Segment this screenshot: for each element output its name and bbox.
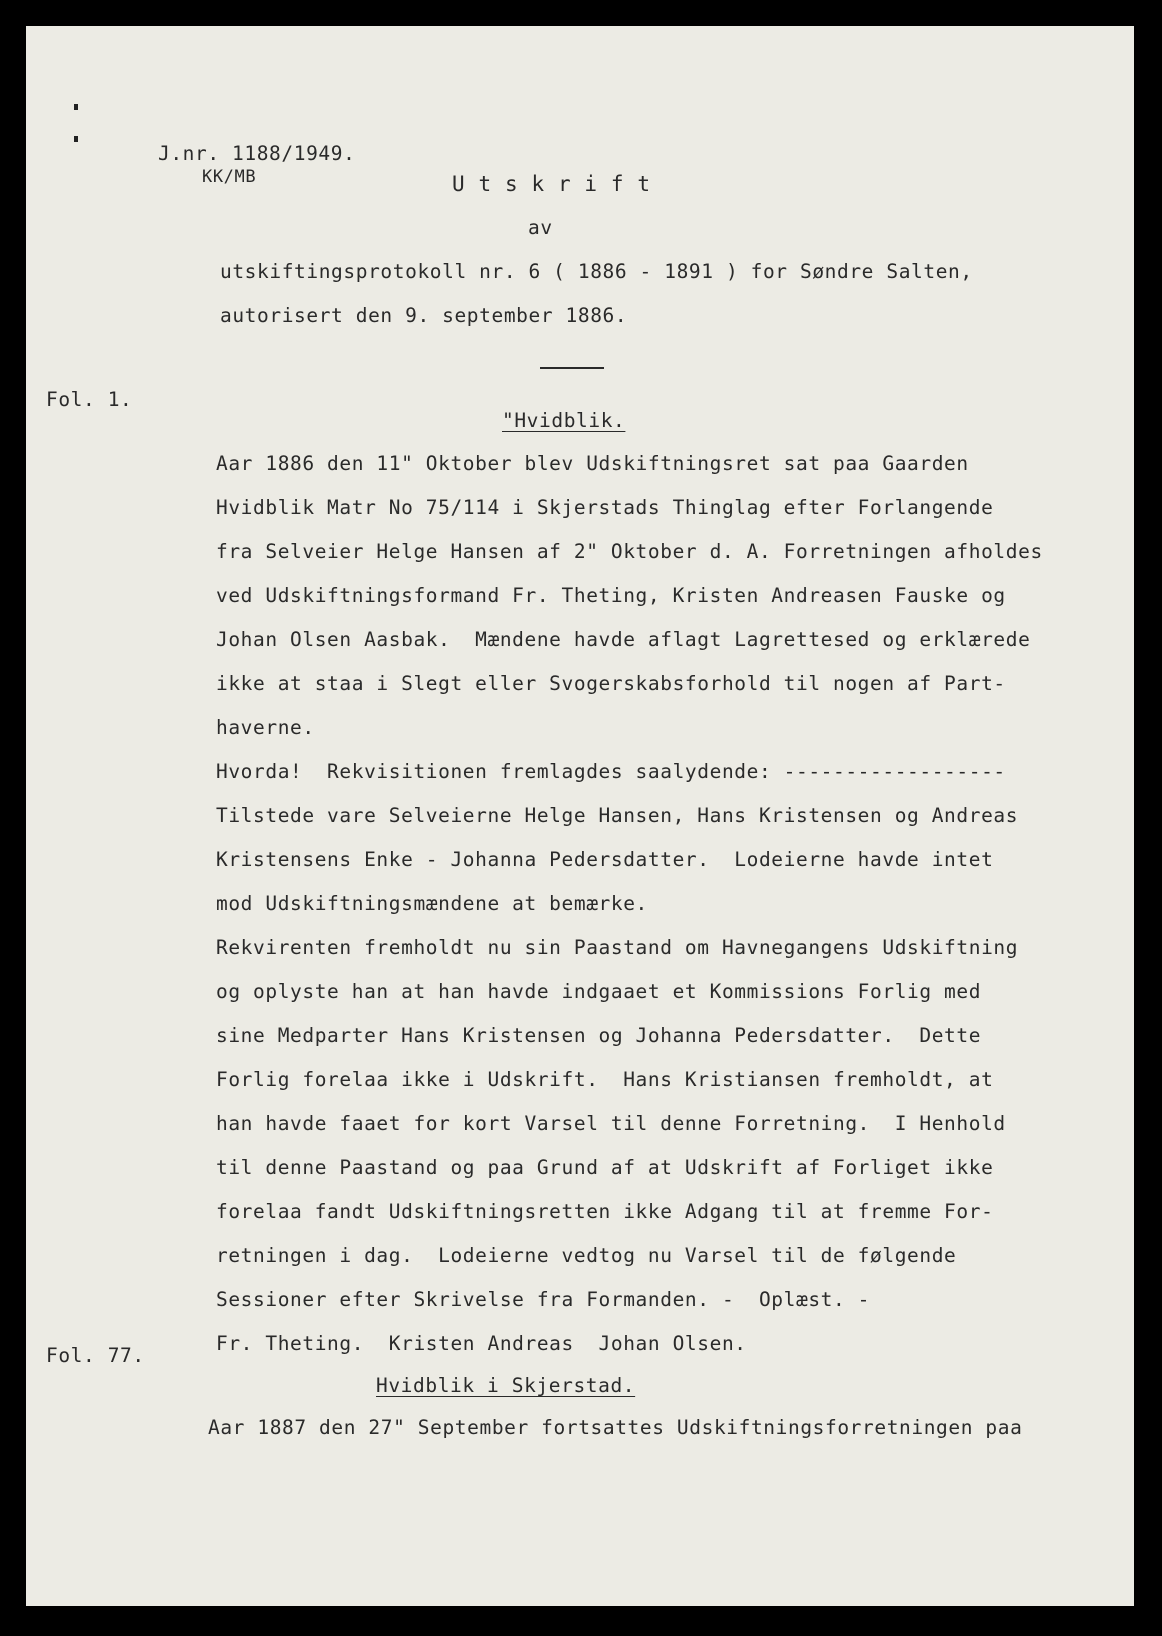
punch-mark xyxy=(74,136,78,142)
body-line: retningen i dag. Lodeierne vedtog nu Varsel til de følgende xyxy=(216,1244,957,1267)
body-line: fra Selveier Helge Hansen af 2" Oktober d. A. Forretningen afholdes xyxy=(216,540,1043,563)
body-line: Kristensens Enke - Johanna Pedersdatter. Lodeierne havde intet xyxy=(216,848,994,871)
body-line: forelaa fandt Udskiftningsretten ikke Adgang til at fremme For- xyxy=(216,1200,994,1223)
title-av: av xyxy=(528,216,553,239)
subtitle-line-1: utskiftingsprotokoll nr. 6 ( 1886 - 1891 ) for Søndre Salten, xyxy=(220,260,973,283)
signature-line: Fr. Theting. Kristen Andreas Johan Olsen. xyxy=(216,1332,747,1355)
body-line: sine Medparter Hans Kristensen og Johanna Pedersdatter. Dette xyxy=(216,1024,982,1047)
punch-mark xyxy=(74,104,78,110)
body-line: Aar 1887 den 27" September fortsattes Udskiftningsforretningen paa xyxy=(208,1416,1023,1439)
subtitle-line-2: autorisert den 9. september 1886. xyxy=(220,304,628,327)
document-page xyxy=(26,26,1134,1606)
body-line: han havde faaet for kort Varsel til denne Forretning. I Henhold xyxy=(216,1112,1006,1135)
section-heading-hvidblik: "Hvidblik. xyxy=(502,409,626,432)
body-line: Forlig forelaa ikke i Udskrift. Hans Kristiansen fremholdt, at xyxy=(216,1068,994,1091)
body-line: Rekvirenten fremholdt nu sin Paastand om Havnegangens Udskiftning xyxy=(216,936,1019,959)
body-line: ved Udskiftningsformand Fr. Theting, Kristen Andreasen Fauske og xyxy=(216,584,1006,607)
body-line: mod Udskiftningsmændene at bemærke. xyxy=(216,892,648,915)
body-line: Hvidblik Matr No 75/114 i Skjerstads Thinglag efter Forlangende xyxy=(216,496,994,519)
body-line: ikke at staa i Slegt eller Svogerskabsforhold til nogen af Part- xyxy=(216,672,1006,695)
section-heading-hvidblik-skjerstad: Hvidblik i Skjerstad. xyxy=(376,1374,636,1397)
body-line: Tilstede vare Selveierne Helge Hansen, Hans Kristensen og Andreas xyxy=(216,804,1019,827)
journal-number: J.nr. 1188/1949. xyxy=(158,142,356,165)
title-divider xyxy=(540,367,604,369)
margin-fol-1: Fol. 1. xyxy=(46,388,133,411)
body-line: haverne. xyxy=(216,716,315,739)
margin-fol-77: Fol. 77. xyxy=(46,1344,145,1367)
body-line: Johan Olsen Aasbak. Mændene havde aflagt Lagrettesed og erklærede xyxy=(216,628,1031,651)
body-line: Aar 1886 den 11" Oktober blev Udskiftningsret sat paa Gaarden xyxy=(216,452,969,475)
body-line: Sessioner efter Skrivelse fra Formanden. - Oplæst. - xyxy=(216,1288,871,1311)
document-title: U t s k r i f t xyxy=(452,172,651,196)
initials: KK/MB xyxy=(202,167,257,187)
body-line: Hvorda! Rekvisitionen fremlagdes saalydende: ------------------ xyxy=(216,760,1006,783)
body-line: til denne Paastand og paa Grund af at Udskrift af Forliget ikke xyxy=(216,1156,994,1179)
body-line: og oplyste han at han havde indgaaet et Kommissions Forlig med xyxy=(216,980,982,1003)
